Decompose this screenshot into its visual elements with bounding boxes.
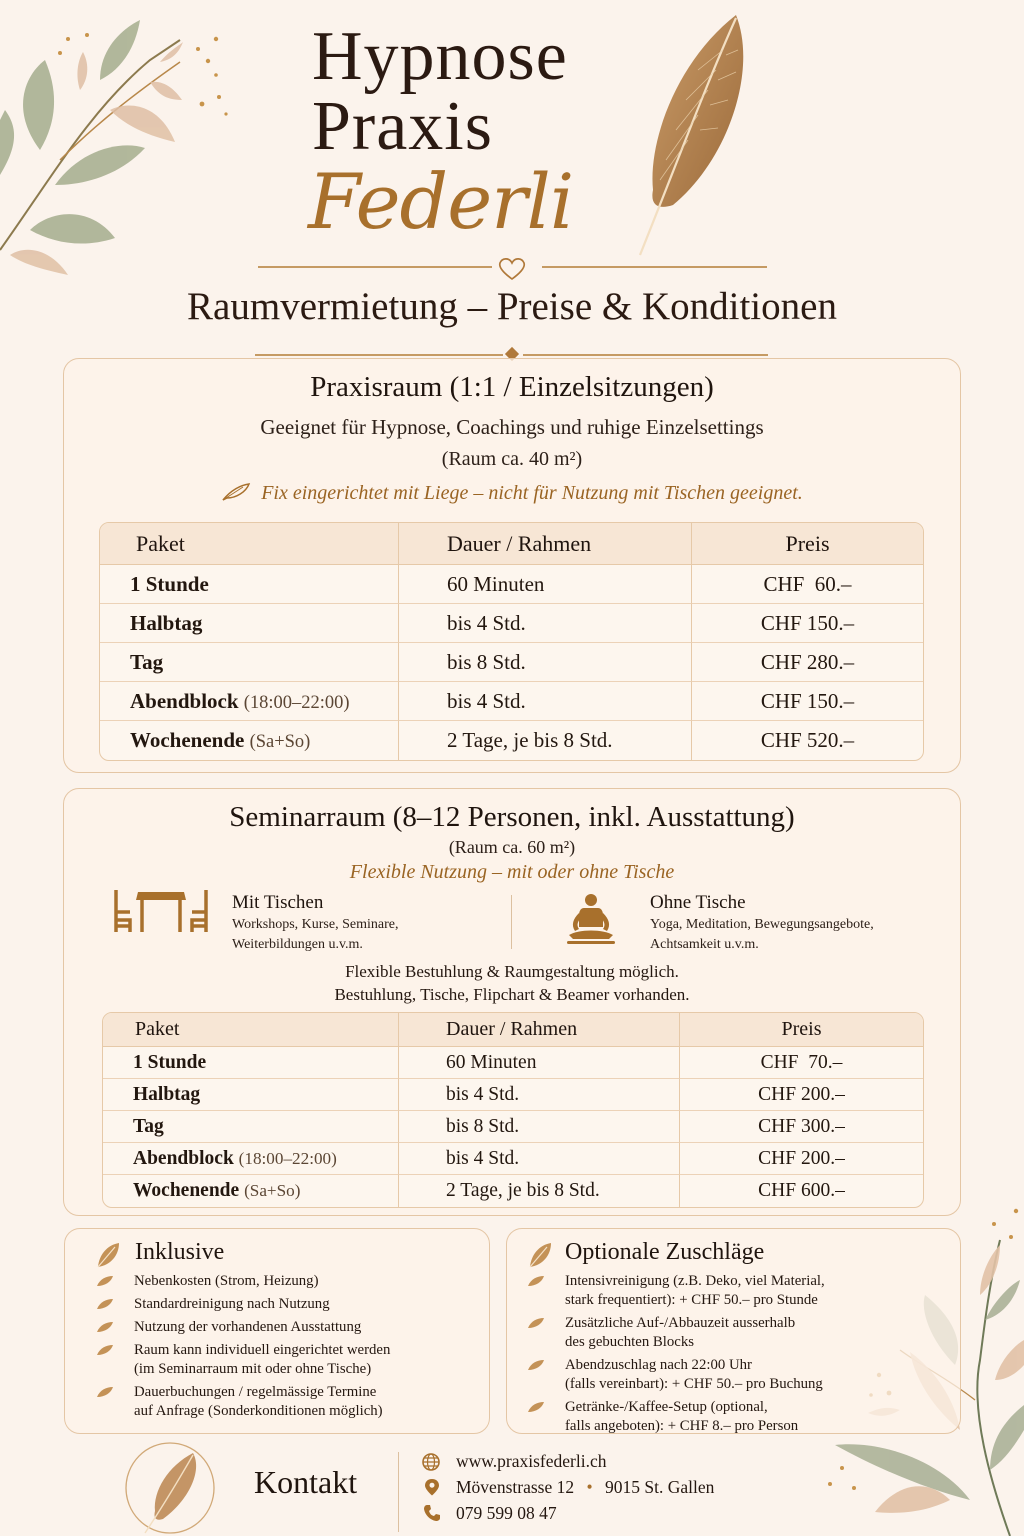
table-row — [100, 565, 923, 604]
list-item: Zusätzliche Auf-/Abbauzeit ausserhalb des gebuchten Blocks — [527, 1314, 947, 1352]
header-dauer: Dauer / Rahmen — [398, 1013, 679, 1047]
seminarraum-price-table — [102, 1012, 924, 1208]
leaf-bullet-icon — [96, 1386, 114, 1398]
seminarraum-info-1: Flexible Bestuhlung & Raumgestaltung möglich. — [345, 962, 679, 981]
cell-preis: CHF 200.– — [679, 1143, 923, 1175]
feather-icon — [628, 10, 748, 260]
cell-dauer: bis 8 Std. — [398, 643, 691, 682]
paket-name: 1 Stunde — [133, 1051, 207, 1073]
table-row — [103, 1143, 923, 1175]
list-item: Raum kann individuell eingerichtet werden (im Seminarraum mit oder ohne Tische) — [96, 1341, 486, 1379]
cell-dauer: 2 Tage, je bis 8 Std. — [398, 721, 691, 760]
option-ohne-tische-desc-1: Yoga, Meditation, Bewegungsangebote, — [650, 917, 874, 932]
praxisraum-description: Geeignet für Hypnose, Coachings und ruhige Einzelsettings — [260, 415, 764, 439]
list-item: Getränke-/Kaffee-Setup (optional, falls angeboten): + CHF 8.– pro Person — [527, 1398, 947, 1436]
paket-name: Wochenende — [133, 1180, 240, 1201]
leaf-bullet-icon — [96, 1298, 114, 1310]
paket-name: Tag — [133, 1115, 164, 1137]
cell-paket — [103, 1079, 398, 1111]
cell-dauer: bis 4 Std. — [398, 1143, 679, 1175]
seminarraum-note: Flexible Nutzung – mit oder ohne Tische — [349, 861, 675, 883]
contact-label: Kontakt — [254, 1464, 358, 1500]
header-paket: Paket — [100, 523, 398, 565]
paket-note: (Sa+So) — [249, 731, 311, 751]
praxisraum-price-table — [99, 522, 924, 761]
list-item: Nebenkosten (Strom, Heizung) — [96, 1272, 486, 1291]
phone-icon — [423, 1504, 441, 1522]
brand-title-hypnose: Hypnose — [312, 18, 568, 95]
list-item: Abendzuschlag nach 22:00 Uhr (falls vereinbart): + CHF 50.– pro Buchung — [527, 1356, 947, 1394]
table-chairs-icon — [112, 888, 210, 934]
paket-name: 1 Stunde — [130, 571, 209, 596]
header-dauer: Dauer / Rahmen — [398, 523, 691, 565]
leaf-bullet-icon — [96, 1275, 114, 1287]
cell-dauer: 60 Minuten — [398, 1047, 679, 1079]
contact-website[interactable]: www.praxisfederli.ch — [456, 1451, 607, 1471]
cell-preis: CHF 70.– — [679, 1047, 923, 1079]
list-item: Standardreinigung nach Nutzung — [96, 1295, 486, 1314]
inklusive-list — [96, 1272, 486, 1425]
header-paket: Paket — [103, 1013, 398, 1047]
feather-logo-icon — [123, 1441, 217, 1535]
location-pin-icon — [423, 1478, 441, 1496]
divider-line-right-2 — [523, 354, 768, 356]
inklusive-title: Inklusive — [135, 1239, 225, 1265]
contact-phone[interactable]: 079 599 08 47 — [456, 1503, 557, 1523]
cell-paket — [100, 682, 398, 721]
cell-paket — [100, 565, 398, 604]
table-row — [100, 682, 923, 721]
brand-title-praxis: Praxis — [312, 88, 493, 165]
globe-icon — [422, 1453, 440, 1471]
cell-paket — [103, 1175, 398, 1207]
cell-preis: CHF 200.– — [679, 1079, 923, 1111]
zuschlaege-list — [527, 1272, 947, 1440]
praxisraum-size: (Raum ca. 40 m²) — [441, 448, 583, 470]
divider-line-left-2 — [255, 354, 503, 356]
leaf-bullet-icon — [96, 1321, 114, 1333]
praxisraum-note: Fix eingerichtet mit Liege – nicht für Nutzung mit Tischen geeignet. — [261, 482, 803, 504]
paket-note: (18:00–22:00) — [238, 1148, 337, 1168]
cell-paket — [103, 1143, 398, 1175]
cell-paket — [100, 721, 398, 760]
cell-preis: CHF 600.– — [679, 1175, 923, 1207]
leaf-bullet-icon — [96, 1344, 114, 1356]
table-row — [103, 1175, 923, 1207]
header-preis: Preis — [679, 1013, 923, 1047]
cell-preis: CHF 60.– — [691, 565, 923, 604]
option-mit-tischen-title: Mit Tischen — [232, 892, 324, 913]
cell-dauer: bis 4 Std. — [398, 604, 691, 643]
option-divider — [511, 895, 512, 949]
cell-dauer: bis 8 Std. — [398, 1111, 679, 1143]
divider-line-right — [542, 266, 767, 268]
leaf-bullet-icon — [527, 1359, 545, 1371]
cell-preis: CHF 280.– — [691, 643, 923, 682]
praxisraum-note-row — [64, 482, 960, 505]
zuschlaege-title: Optionale Zuschläge — [565, 1239, 765, 1265]
paket-note: (18:00–22:00) — [243, 691, 350, 712]
option-ohne-tische-title: Ohne Tische — [650, 892, 746, 913]
list-item: Dauerbuchungen / regelmässige Termine auf Anfrage (Sonderkonditionen möglich) — [96, 1383, 486, 1421]
cell-preis: CHF 300.– — [679, 1111, 923, 1143]
paket-note: (Sa+So) — [244, 1181, 301, 1200]
cell-dauer: bis 4 Std. — [398, 1079, 679, 1111]
paket-name: Halbtag — [133, 1083, 201, 1105]
cell-paket — [100, 643, 398, 682]
paket-name: Wochenende — [130, 728, 245, 752]
leaf-bullet-icon — [527, 1401, 545, 1413]
praxisraum-title: Praxisraum (1:1 / Einzelsitzungen) — [310, 371, 714, 403]
option-mit-tischen-desc-1: Workshops, Kurse, Seminare, — [232, 917, 399, 932]
leaf-bullet-icon — [527, 1275, 545, 1287]
cell-preis: CHF 150.– — [691, 604, 923, 643]
list-item: Intensivreinigung (z.B. Deko, viel Material, stark frequentiert): + CHF 50.– pro Stunde — [527, 1272, 947, 1310]
leaf-icon — [95, 1241, 121, 1269]
cell-paket — [103, 1047, 398, 1079]
page-subtitle: Raumvermietung – Preise & Konditionen — [187, 285, 837, 328]
option-mit-tischen-desc-2: Weiterbildungen u.v.m. — [232, 937, 363, 952]
table-row — [103, 1111, 923, 1143]
leaf-icon — [527, 1241, 553, 1269]
address-separator-dot: • — [586, 1477, 593, 1497]
seminarraum-size: (Raum ca. 60 m²) — [448, 837, 576, 857]
contact-address — [456, 1477, 714, 1498]
seminarraum-info-2: Bestuhlung, Tische, Flipchart & Beamer vorhanden. — [334, 985, 690, 1004]
table-header-row — [103, 1013, 923, 1047]
paket-name: Abendblock — [133, 1147, 234, 1169]
table-header-row — [100, 523, 923, 565]
seminarraum-title: Seminarraum (8–12 Personen, inkl. Ausstattung) — [229, 801, 795, 833]
cell-dauer: 60 Minuten — [398, 565, 691, 604]
cell-paket — [103, 1111, 398, 1143]
meditation-icon — [565, 893, 617, 945]
brand-title-federli: Federli — [308, 157, 574, 246]
paket-name: Abendblock — [130, 688, 239, 713]
heart-icon — [497, 256, 527, 282]
botanical-leaves-top-left — [0, 0, 250, 300]
cell-dauer: bis 4 Std. — [398, 682, 691, 721]
table-row — [100, 721, 923, 760]
table-row — [103, 1047, 923, 1079]
header-preis: Preis — [691, 523, 923, 565]
paket-name: Halbtag — [130, 610, 203, 635]
cell-preis: CHF 150.– — [691, 682, 923, 721]
cell-paket — [100, 604, 398, 643]
table-row — [100, 604, 923, 643]
cell-dauer: 2 Tage, je bis 8 Std. — [398, 1175, 679, 1207]
table-row — [103, 1079, 923, 1111]
feather-bullet-icon — [221, 482, 251, 502]
contact-divider — [398, 1452, 399, 1532]
list-item: Nutzung der vorhandenen Ausstattung — [96, 1318, 486, 1337]
divider-line-left — [258, 266, 492, 268]
table-row — [100, 643, 923, 682]
cell-preis: CHF 520.– — [691, 721, 923, 760]
contact-city: 9015 St. Gallen — [605, 1477, 715, 1497]
leaf-bullet-icon — [527, 1317, 545, 1329]
paket-name: Tag — [130, 649, 164, 674]
contact-street: Mövenstrasse 12 — [456, 1477, 575, 1497]
option-ohne-tische-desc-2: Achtsamkeit u.v.m. — [650, 937, 759, 952]
